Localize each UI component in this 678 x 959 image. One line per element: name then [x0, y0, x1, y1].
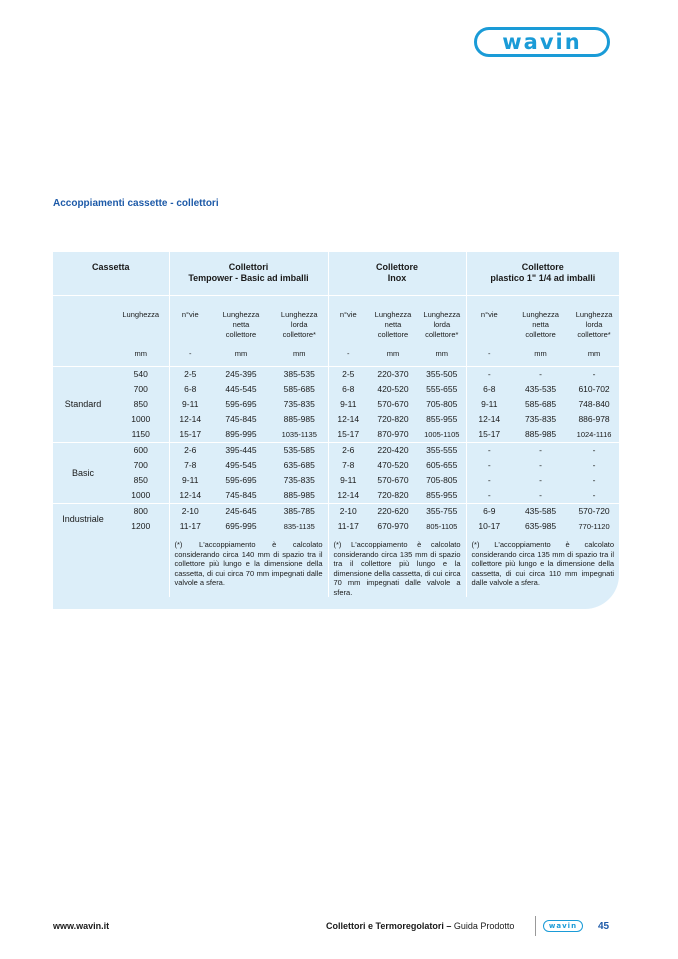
header-plastico-line2: plastico 1" 1/4 ad imballi: [490, 273, 596, 283]
table-cell: 220-620: [368, 504, 418, 520]
table-row: [53, 367, 619, 383]
sub-netta-l1: Lunghezza: [522, 310, 559, 319]
table-row: [53, 397, 619, 412]
table-cell: 870-970: [377, 429, 409, 439]
unit-cell: mm: [368, 340, 418, 367]
table-cell: 605-655: [426, 460, 458, 470]
table-cell: 635-685: [283, 460, 315, 470]
sub-lorda-l3: collettore*: [425, 330, 459, 339]
sub-lorda-l1: Lunghezza: [423, 310, 461, 319]
sub-netta: [368, 296, 418, 341]
table-cell: 6-8: [169, 382, 211, 397]
table-cell: 245-645: [211, 504, 271, 520]
page-number: 45: [598, 921, 610, 932]
table-row: [53, 458, 619, 473]
table-cell: 695-995: [225, 521, 257, 531]
table-cell: 6-8: [328, 382, 368, 397]
table-cell: 395-445: [211, 443, 271, 459]
unit-cell: -: [169, 340, 211, 367]
header-tempower: [169, 252, 328, 296]
table-cell: 355-755: [418, 504, 466, 520]
sub-netta: [211, 296, 271, 341]
footer-wavin-logo: wavin: [543, 920, 583, 932]
table-cell: 800: [113, 504, 169, 520]
notes-spacer: [53, 534, 169, 597]
table-cell: 385-535: [283, 369, 315, 379]
note-tempower: (*) L'accoppiamento è calcolato considerando circa 140 mm di spazio tra il collettore più lungo e la dimensione della cassetta, di cui circa 70 mm impegnati dalle valvole a sfera.: [169, 534, 328, 597]
header-tempower-line1: Collettori: [228, 262, 269, 272]
table-cell: 15-17: [466, 427, 512, 443]
table-cell: 850: [133, 399, 148, 409]
table-cell: 10-17: [466, 519, 512, 534]
table-cell: 495-545: [225, 460, 257, 470]
table-cell: 885-985: [283, 414, 315, 424]
table-cell: 1005-1105: [424, 430, 460, 439]
unit-cell: mm: [512, 340, 569, 367]
table-cell: 7-8: [328, 458, 368, 473]
table-cell: 595-695: [225, 475, 257, 485]
table-cell: 9-11: [169, 473, 211, 488]
table-cell: 2-6: [328, 443, 368, 459]
sub-lorda-l1: Lunghezza: [280, 310, 318, 319]
table-cell: 850: [133, 475, 148, 485]
table-cell: 470-520: [377, 460, 409, 470]
table-cell: 12-14: [169, 412, 211, 427]
table-cell: 355-555: [418, 443, 466, 459]
unit-cell: -: [466, 340, 512, 367]
header-inox-line2: Inox: [387, 273, 407, 283]
sub-nvie: n°vie: [169, 296, 211, 341]
table-cell: 745-845: [225, 490, 257, 500]
sub-lorda-l2: lorda: [290, 320, 308, 329]
footer-title: [326, 921, 514, 931]
table-cell: 735-835: [283, 475, 315, 485]
table-cell: 748-840: [578, 399, 610, 409]
table-cell: 885-985: [524, 429, 557, 439]
table-cell: -: [512, 443, 569, 459]
unit-cell: mm: [569, 340, 619, 367]
table-row: [53, 488, 619, 504]
table-cell: 745-845: [225, 414, 257, 424]
table-cell: 11-17: [328, 519, 368, 534]
table-cell: 445-545: [225, 384, 257, 394]
table-cell: 9-11: [169, 397, 211, 412]
sub-netta-l3: collettore: [525, 330, 556, 339]
footer-url[interactable]: www.wavin.it: [53, 921, 110, 931]
header-inox: [328, 252, 466, 296]
sub-netta: [512, 296, 569, 341]
table-cell: -: [592, 490, 596, 500]
table-cell: 835-1135: [283, 522, 315, 531]
table-cell: -: [539, 369, 542, 379]
table-cell: 435-535: [524, 384, 557, 394]
table-cell: 9-11: [466, 397, 512, 412]
table-cell: 895-995: [225, 429, 257, 439]
coupling-table: [53, 252, 619, 597]
coupling-table-container: [53, 252, 619, 609]
table-cell: -: [466, 443, 512, 459]
table-cell: -: [539, 475, 542, 485]
table-cell: 355-505: [426, 369, 458, 379]
sub-lorda-l3: collettore*: [577, 330, 611, 339]
table-cell: -: [592, 475, 596, 485]
table-cell: 855-955: [426, 490, 458, 500]
sub-lunghezza: Lunghezza: [122, 310, 160, 319]
table-cell: 855-955: [426, 414, 458, 424]
table-row: [53, 412, 619, 427]
sub-lorda-l2: lorda: [585, 320, 603, 329]
table-cell: 420-520: [377, 384, 409, 394]
table-cell: 12-14: [328, 488, 368, 504]
sub-lorda-l2: lorda: [433, 320, 451, 329]
table-cell: 220-420: [368, 443, 418, 459]
table-cell: 2-10: [169, 504, 211, 520]
table-cell: 540: [133, 369, 148, 379]
footer-title-rest: Guida Prodotto: [451, 921, 515, 931]
table-cell: 735-835: [524, 414, 557, 424]
header-cassetta: Cassetta: [53, 252, 169, 296]
table-cell: 770-1120: [578, 522, 610, 531]
table-cell: 1000: [131, 414, 151, 424]
table-row: [53, 443, 619, 459]
table-cell: -: [466, 458, 512, 473]
footer-divider: [535, 916, 536, 936]
cassette-group-label: Basic: [53, 443, 113, 504]
table-cell: 705-805: [426, 475, 458, 485]
sub-nvie: n°vie: [328, 296, 368, 341]
table-cell: 6-8: [466, 382, 512, 397]
wavin-logo: wavin: [474, 27, 610, 57]
unit-empty: [53, 340, 113, 367]
table-body: [53, 367, 619, 535]
sub-lorda: [271, 296, 328, 341]
unit-cell: mm: [211, 340, 271, 367]
table-cell: 2-5: [169, 367, 211, 383]
note-plastico: (*) L'accoppiamento è calcolato considerando circa 135 mm di spazio tra il collettore più lungo e la dimensione della cassetta, di cui circa 110 mm impegnati dalle valvole a sfera.: [466, 534, 619, 597]
table-cell: 700: [133, 384, 148, 394]
table-cell: 886-978: [578, 414, 610, 424]
table-cell: 555-655: [426, 384, 458, 394]
section-title: Accoppiamenti cassette - collettori: [53, 198, 219, 209]
unit-cell: mm: [418, 340, 466, 367]
table-cell: 600: [113, 443, 169, 459]
table-cell: 6-9: [466, 504, 512, 520]
table-cell: 595-695: [225, 399, 257, 409]
table-cell: 585-685: [524, 399, 557, 409]
table-cell: 585-685: [283, 384, 315, 394]
table-cell: 805-1105: [426, 522, 458, 531]
table-cell: 9-11: [328, 473, 368, 488]
header-tempower-line2: Tempower - Basic ad imballi: [188, 273, 309, 283]
table-cell: 885-985: [283, 490, 315, 500]
table-cell: 720-820: [377, 414, 409, 424]
table-cell: 11-17: [169, 519, 211, 534]
unit-cell: -: [328, 340, 368, 367]
sub-netta-l3: collettore: [225, 330, 257, 339]
table-cell: 220-370: [377, 369, 409, 379]
header-plastico: [466, 252, 619, 296]
table-cell: -: [466, 367, 512, 383]
table-cell: 385-785: [271, 504, 328, 520]
table-cell: -: [466, 488, 512, 504]
sub-lorda-l1: Lunghezza: [575, 310, 613, 319]
table-cell: 570-670: [377, 475, 409, 485]
table-cell: 12-14: [169, 488, 211, 504]
header-plastico-line1: Collettore: [521, 262, 564, 272]
table-cell: 12-14: [328, 412, 368, 427]
table-cell: 12-14: [466, 412, 512, 427]
unit-cell: mm: [113, 340, 169, 367]
sub-empty: [53, 296, 113, 341]
table-cell: 705-805: [426, 399, 458, 409]
table-cell: 9-11: [328, 397, 368, 412]
table-row: [53, 504, 619, 520]
note-inox: (*) L'accoppiamento è calcolato considerando circa 135 mm di spazio tra il collettore più lungo e la dimensione della cassetta, di cui circa 70 mm impegnati dalle valvole a sfera.: [328, 534, 466, 597]
table-cell: 635-985: [524, 521, 557, 531]
table-cell: -: [592, 460, 596, 470]
table-cell: 2-5: [328, 367, 368, 383]
sub-netta-l3: collettore: [377, 330, 409, 339]
table-cell: 1200: [131, 521, 151, 531]
table-cell: 535-585: [271, 443, 328, 459]
table-cell: 570-720: [569, 504, 619, 520]
sub-lorda: [569, 296, 619, 341]
table-cell: 570-670: [377, 399, 409, 409]
table-cell: 2-6: [169, 443, 211, 459]
table-row: [53, 382, 619, 397]
table-row: [53, 519, 619, 534]
footer-title-bold: Collettori e Termoregolatori –: [326, 921, 452, 931]
table-cell: 670-970: [377, 521, 409, 531]
header-inox-line1: Collettore: [376, 262, 419, 272]
sub-nvie: n°vie: [466, 296, 512, 341]
sub-netta-l1: Lunghezza: [374, 310, 412, 319]
table-cell: 7-8: [169, 458, 211, 473]
table-cell: 1035-1135: [281, 430, 317, 439]
table-cell: 735-835: [283, 399, 315, 409]
sub-netta-l2: netta: [232, 320, 250, 329]
table-cell: -: [466, 473, 512, 488]
table-cell: -: [592, 369, 596, 379]
sub-netta-l1: Lunghezza: [222, 310, 260, 319]
unit-cell: mm: [271, 340, 328, 367]
sub-lorda: [418, 296, 466, 341]
table-cell: -: [539, 490, 542, 500]
sub-lorda-l3: collettore*: [282, 330, 316, 339]
table-row: [53, 473, 619, 488]
table-cell: 610-702: [578, 384, 610, 394]
table-cell: 2-10: [328, 504, 368, 520]
table-cell: 15-17: [169, 427, 211, 443]
sub-netta-l2: netta: [384, 320, 402, 329]
table-cell: 720-820: [377, 490, 409, 500]
table-cell: -: [569, 443, 619, 459]
table-row: [53, 427, 619, 443]
table-cell: 15-17: [328, 427, 368, 443]
table-cell: 245-395: [225, 369, 257, 379]
cassette-group-label: Standard: [64, 399, 102, 409]
sub-netta-l2: netta: [532, 320, 549, 329]
table-cell: 1000: [131, 490, 151, 500]
table-cell: 1024-1116: [576, 430, 612, 439]
table-cell: 700: [133, 460, 148, 470]
table-cell: 1150: [131, 429, 150, 439]
cassette-group-label: Industriale: [53, 504, 113, 535]
table-cell: -: [539, 460, 542, 470]
table-cell: 435-585: [512, 504, 569, 520]
